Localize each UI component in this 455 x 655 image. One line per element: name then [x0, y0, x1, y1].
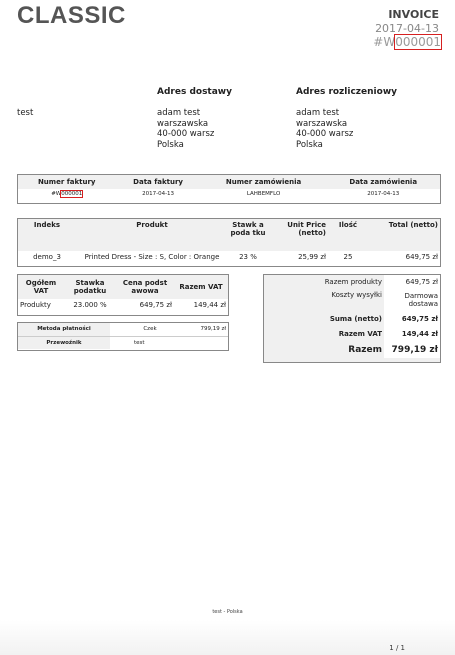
tax-table: [17, 274, 229, 316]
totals-shipping-value: Darmowa dostawa: [384, 289, 440, 311]
payment-method-amount: 799,19 zł: [200, 326, 226, 333]
invoice-title: INVOICE: [388, 8, 439, 21]
meta-header: Numer faktury: [18, 175, 115, 189]
delivery-address-line: 40-000 warsz: [157, 129, 215, 139]
meta-header: Data zamówienia: [326, 175, 440, 189]
products-header: Unit Price (netto): [268, 219, 328, 251]
tax-header: Stawka podatku: [64, 275, 116, 299]
tax-type: Produkty: [20, 301, 51, 309]
delivery-address-title: Adres dostawy: [157, 87, 232, 97]
products-header: Total (netto): [368, 219, 440, 251]
shop-logo: CLASSIC: [17, 2, 126, 29]
meta-invoice-prefix: #W: [51, 191, 62, 197]
totals-products-value: 649,75 zł: [384, 275, 440, 289]
invoice-address-line: adam test: [296, 108, 340, 118]
totals-net-label: Suma (netto): [329, 314, 382, 323]
delivery-address-line: warszawska: [157, 118, 209, 129]
tax-amount: 149,44 zł: [193, 301, 226, 309]
totals-shipping-label: Koszty wysyłki: [331, 291, 382, 299]
totals-net-value: 649,75 zł: [384, 311, 440, 326]
products-header: Indeks: [18, 219, 76, 251]
totals-vat-value: 149,44 zł: [384, 326, 440, 341]
payment-method-label: Metoda płatności: [18, 323, 110, 336]
delivery-address: [157, 108, 214, 150]
tax-rate: 23.000 %: [73, 301, 107, 309]
invoice-address-line: warszawska: [296, 118, 348, 129]
totals-products-label: Razem produkty: [324, 278, 382, 286]
products-header: Stawk a poda tku: [228, 219, 268, 251]
meta-invoice-number: [18, 189, 115, 199]
product-quantity: 25: [343, 253, 353, 261]
meta-order-date: 2017-04-13: [367, 191, 400, 197]
customer-name: test: [17, 108, 34, 118]
footer-text: test - Polska: [212, 609, 243, 615]
page-bottom-band: [0, 620, 455, 655]
meta-invoice-date: 2017-04-13: [142, 191, 175, 197]
table-row: [18, 251, 440, 263]
tax-base: 649,75 zł: [139, 301, 172, 309]
totals-grand-value: 799,19 zł: [384, 341, 440, 358]
delivery-address-line: Polska: [157, 139, 184, 150]
totals-grand-label: Razem: [348, 344, 382, 355]
meta-invoice-value: 000001: [61, 191, 83, 197]
product-reference: demo_3: [33, 253, 61, 261]
invoice-address-line: 40-000 warsz: [296, 129, 354, 139]
table-row: [18, 299, 228, 311]
carrier-value: test: [134, 339, 145, 346]
meta-header: Data faktury: [115, 175, 200, 189]
page-number: 1 / 1: [389, 644, 405, 652]
tax-header: Razem VAT: [174, 275, 228, 299]
products-header: Ilość: [328, 219, 368, 251]
meta-order-ref: LAHBEMFLO: [246, 191, 281, 197]
invoice-date: 2017-04-13: [375, 22, 439, 35]
invoice-address: [296, 108, 353, 150]
payment-method-value: Czek: [143, 326, 157, 333]
meta-header: Numer zamówienia: [201, 175, 327, 189]
products-table: [17, 218, 441, 267]
totals-vat-label: Razem VAT: [338, 329, 382, 338]
invoice-address-line: Polska: [296, 139, 323, 150]
invoice-number: [373, 35, 441, 49]
tax-header: Ogółem VAT: [18, 275, 64, 299]
product-name: Printed Dress - Size : S, Color : Orange: [84, 253, 220, 261]
product-total: 649,75 zł: [405, 253, 438, 261]
invoice-meta-table: [17, 174, 441, 204]
tax-header: Cena podst awowa: [116, 275, 174, 299]
carrier-label: Przewoźnik: [18, 336, 110, 349]
delivery-address-line: adam test: [157, 108, 201, 118]
invoice-number-prefix: #W: [373, 35, 396, 49]
totals-table: [263, 274, 441, 363]
product-tax-rate: 23 %: [239, 253, 257, 261]
invoice-address-title: Adres rozliczeniowy: [296, 87, 398, 97]
product-unit-price: 25,99 zł: [298, 253, 326, 261]
invoice-number-value: 000001: [395, 35, 441, 49]
payment-table: [17, 322, 229, 351]
products-header: Produkt: [76, 219, 228, 251]
